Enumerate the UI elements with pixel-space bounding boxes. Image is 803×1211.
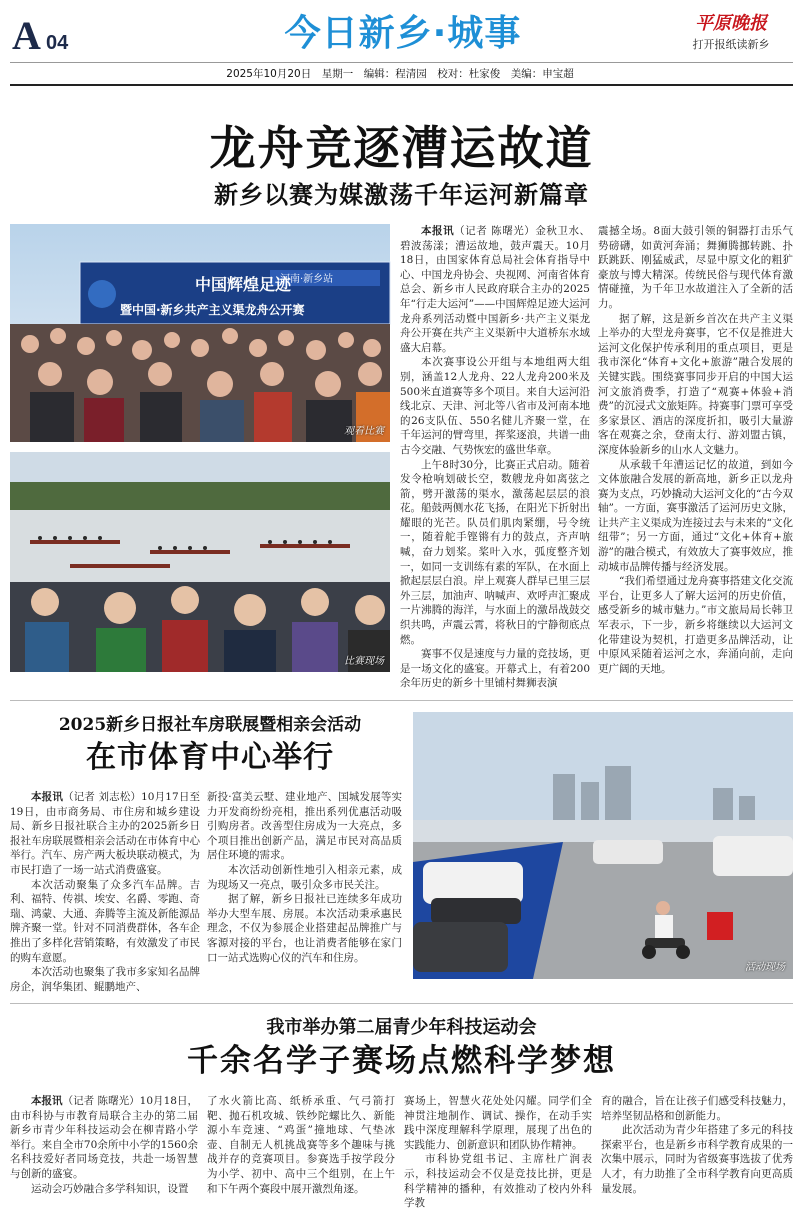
article1-paragraph: 据了解，这是新乡首次在共产主义渠上举办的大型龙舟赛事，它不仅是推进大运河文化保护传承利用的重点项目，更是我市深化“体育+文化+旅游”融合发展的关键实践。围绕赛事同步开启的中国大运河文旅消费季，打造了“观赛+体验+消费”的沉浸式文旅矩阵。持赛事门票可享受多家景区、酒店的深度折扣，吸引大量游客在观赛之余，登南太行、游刘盟古镇，深度体验新乡的山水人文魅力。 xyxy=(598,312,793,456)
byline-author: （记者 刘志松） xyxy=(62,791,142,803)
article3-column-4 xyxy=(601,1094,793,1198)
byline: 本报讯 xyxy=(31,1095,63,1107)
article3-column-3 xyxy=(404,1094,592,1210)
article3-paragraph: 育的融合，旨在让孩子们感受科技魅力，培养坚韧品格和创新能力。 xyxy=(601,1095,793,1122)
page-letter: A xyxy=(12,13,41,58)
divider xyxy=(10,1003,793,1004)
article1-photo-spectators xyxy=(10,224,390,442)
article3-paragraph: 赛场上，智慧火花处处闪耀。同学们全神贯注地制作、调试、操作，在动手实践中深度理解科学原理，展现了出色的实践能力、创新意识和团队协作精神。 xyxy=(404,1095,592,1151)
article2-paragraph xyxy=(10,790,200,878)
article1-paragraph: 上午8时30分，比赛正式启动。随着发令枪响划破长空，数艘龙舟如离弦之箭，劈开激荡的渠水，激荡起层层的浪花。船鼓两侧水花飞扬，在阳光下折射出耀眼的光芒。队员们肌肉紧绷，号令统一，随着舵手铿锵有力的鼓点，齐声呐喊，奋力划桨。桨叶入水，弧度整齐划一，如同一支训练有素的军队，在水面上掀起层层白浪。岸上观赛人群早已里三层外三层，加油声、呐喊声、欢呼声汇聚成一片沸腾的海洋，与水面上的激昂战鼓交织共鸣，声震云霄，将秋日的宁静彻底点燃。 xyxy=(400,458,590,646)
article1-headline: 龙舟竞逐漕运故道 xyxy=(209,121,594,175)
divider xyxy=(10,62,793,63)
banner-title: 中国辉煌足迹 xyxy=(195,275,292,294)
article1-paragraph: 赛事不仅是速度与力量的竞技场，更是一场文化的盛宴。开幕式上，有着200余年历史的新乡十里铺村舞狮表演 xyxy=(400,648,590,690)
article1-subheadline: 新乡以赛为媒激荡千年运河新篇章 xyxy=(214,180,589,209)
article2-paragraph: 本次活动聚集了众多汽车品牌。吉利、福特、传祺、埃安、名爵、零跑、奇瑞、鸿蒙、大通、奔腾等主流及新能源品牌齐聚一堂。针对不同消费群体，各车企推出了多样化营销策略，有效激发了市民的购车意愿。 xyxy=(10,878,200,964)
article2-paragraph: 本次活动创新性地引入相亲元素，成为现场又一亮点，吸引众多市民关注。 xyxy=(207,863,402,891)
photo-caption: 活动现场 xyxy=(745,962,785,973)
article1-paragraph xyxy=(400,224,590,355)
article3-text: 10月18日，由市科协与市教育局联合主办的第二届新乡市青少年科技运动会在柳青路小学举行。来自全市70余所中小学的1560余名科技爱好者同场竞技，共赴一场智慧与创新的盛宴。 xyxy=(10,1095,198,1180)
photo-caption: 比赛现场 xyxy=(344,656,384,667)
article1-text: 金秋卫水、碧波荡漾；漕运故地，鼓声震天。10月18日，由国家体育总局社会体育指导中心、中国龙舟协会、央视网、河南省体育总会、新乡市人民政府联合主办的2025年“行走大运河”——中国辉煌足迹大运河龙舟系列活动暨中国新乡·共产主义渠龙舟公开赛在共产主义渠新中大道桥东水域盛大启幕。 xyxy=(400,225,591,354)
byline: 本报讯 xyxy=(421,225,455,237)
article2-column-2 xyxy=(207,790,402,988)
logo-name: 平原晚报 xyxy=(695,13,767,34)
article3-paragraph xyxy=(10,1094,198,1182)
article2-headline: 在市体育中心举行 xyxy=(86,740,334,775)
article2-photo-expo xyxy=(413,712,793,979)
race-photo-icon xyxy=(10,452,390,672)
article1-photo-race xyxy=(10,452,390,672)
newspaper-logo xyxy=(672,14,790,52)
article2-paragraph: 本次活动也聚集了我市多家知名品牌房企，润华集团、鲲鹏地产、 xyxy=(10,966,200,993)
logo-slogan: 打开报纸读新乡 xyxy=(692,38,770,51)
spectators-photo-icon xyxy=(10,224,390,442)
article2-paragraph: 新投·富美云墅、建业地产、国城发展等实力开发商纷纷亮相，推出系列优惠活动吸引购房者。改善型住房成为一大亮点，多个项目推出创新产品，满足市民对高品质居住环境的需求。 xyxy=(207,791,402,862)
banner-subtitle: 暨中国·新乡共产主义渠龙舟公开赛 xyxy=(120,303,305,317)
article1-column-2 xyxy=(598,224,793,676)
article3-kicker: 我市举办第二届青少年科技运动会 xyxy=(266,1017,537,1038)
article3-paragraph: 此次活动为青少年搭建了多元的科技探索平台，也是新乡市科学教育成果的一次集中展示，同时为省级赛事选拔了优秀人才，有力助推了全市科学教育向更高质量发展。 xyxy=(601,1124,793,1195)
article3-paragraph: 市科协党组书记、主席杜广润表示，科技运动会不仅是竞技比拼，更是科学精神的播种，有效推动了校内外科学教 xyxy=(404,1153,592,1210)
byline-author: （记者 陈曙光） xyxy=(454,225,536,237)
article2-kicker: 2025新乡日报社车房联展暨相亲会活动 xyxy=(58,715,362,735)
article1-paragraph: 从承载千年漕运记忆的故道，到如今文体旅融合发展的新高地，新乡正以龙舟赛为支点，巧妙撬动大运河文化的“古今双轴”。一方面，赛事激活了运河历史文脉，让共产主义渠成为连接过去与未来的“文化纽带”；另一方面，通过“文化+体育+旅游”的融合模式，有效放大了赛事效应，推动城市品牌传播与经济发展。 xyxy=(598,458,793,573)
article2-paragraph: 据了解，新乡日报社已连续多年成功举办大型车展、房展。本次活动秉承惠民理念，不仅为参展企业搭建起品牌推广与客源对接的平台，也让消费者能够在家门口一站式选购心仪的汽车和住房。 xyxy=(207,893,402,964)
masthead xyxy=(0,0,803,90)
article2-text: 10月17日至19日，由市商务局、市住房和城乡建设局、新乡日报社联合主办的2025新乡日报社车房联展暨相亲会活动在市体育中心举行。汽车、房产两大板块联动模式，为市民打造了一场一站式消费盛宴。 xyxy=(10,791,200,876)
byline: 本报讯 xyxy=(31,791,63,803)
article2-column-1 xyxy=(10,790,200,993)
photo-caption: 观看比赛 xyxy=(344,426,384,437)
divider xyxy=(10,84,793,86)
dateline: 2025年10月20日 星期一 编辑：程清园 校对：杜家俊 美编：申宝超 xyxy=(226,68,574,80)
banner-location: 河南·新乡站 xyxy=(280,274,334,285)
byline-author: （记者 陈曙光） xyxy=(62,1095,140,1107)
article1-paragraph: 本次赛事设公开组与本地组两大组别，涵盖12人龙舟、22人龙舟200米及500米直道赛等多个项目。来自大运河沿线北京、天津、河北等八省市及河南本地的26支队伍、550名健儿齐聚一堂，在千年运河的臂弯里，挥桨逐浪，共谱一曲古今交融、气势恢宏的盛世华章。 xyxy=(400,356,590,456)
article3-headline: 千余名学子赛场点燃科学梦想 xyxy=(187,1043,616,1079)
page-number: 04 xyxy=(46,32,69,54)
article3-column-1 xyxy=(10,1094,198,1198)
article1-column-1 xyxy=(400,224,591,690)
divider xyxy=(10,700,793,701)
article1-paragraph: 震撼全场。8面大鼓引领的铜器打击乐气势磅礴，如黄河奔涌；舞狮腾挪转跳、扑跃跳跃、刚猛威武，尽显中原文化的粗犷豪放与博大精深。传统民俗与现代体育激情碰撞，为千年卫水故道注入了全新的活力。 xyxy=(598,225,793,310)
article3-column-2 xyxy=(207,1094,395,1198)
article3-paragraph: 运动会巧妙融合多学科知识，设置 xyxy=(31,1182,189,1195)
expo-photo-icon xyxy=(413,712,793,979)
article1-paragraph: “我们希望通过龙舟赛事搭建文化交流平台，让更多人了解大运河的历史价值，感受新乡的城市魅力。”市文旅局局长韩卫军表示，下一步，新乡将继续以大运河文化带建设为契机，打造更多品牌活动，让中原风采随着运河之水，奔涌向前，走向更广阔的天地。 xyxy=(598,575,793,675)
section-title: 今日新乡·城事 xyxy=(284,13,522,54)
article3-paragraph: 了水火箭比高、纸桥承重、气弓箭打靶、抛石机攻城、铁纱陀螺比久、新能源小车竞速、“鸡蛋”撞地球、气垫冰壶、自制无人机挑战赛等多个趣味与挑战并存的竞赛项目。参赛选手按学段分为小学、初中、高中三个组别，在上午和下午两个赛段中展开激烈角逐。 xyxy=(207,1095,395,1195)
